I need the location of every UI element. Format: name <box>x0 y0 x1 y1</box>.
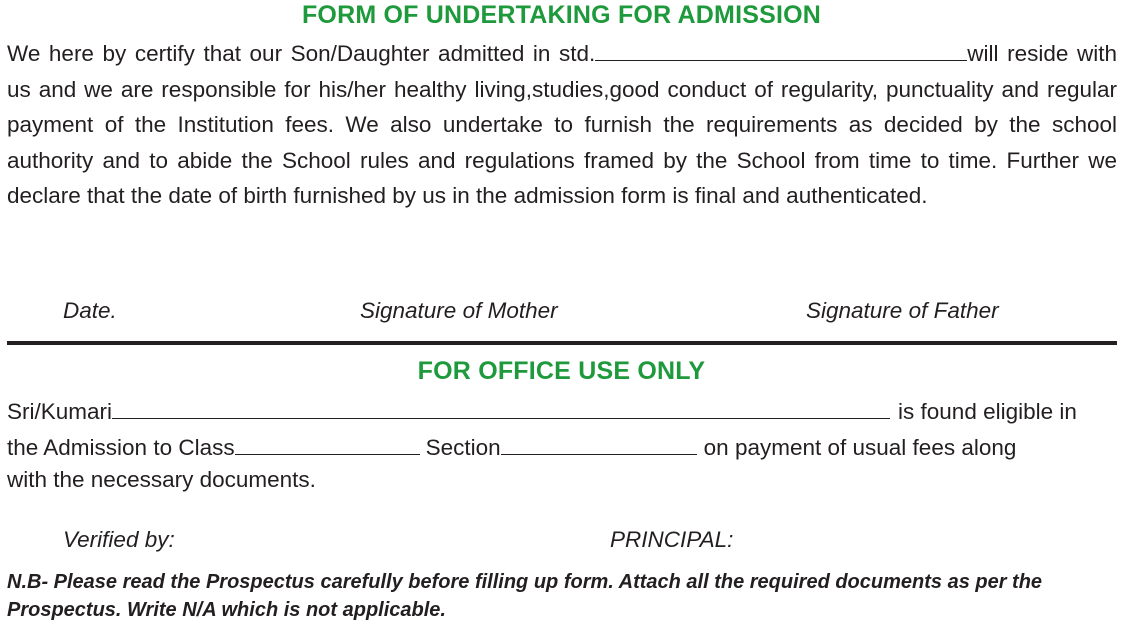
undertaking-title: FORM OF UNDERTAKING FOR ADMISSION <box>301 1 822 29</box>
date-label: Date. <box>63 298 117 323</box>
principal-label: PRINCIPAL: <box>610 527 734 552</box>
note-text: N.B- Please read the Prospectus carefully before filling up form. Attach all the required documents as per the Prospectus. Write N/A which is not applicable. <box>7 571 1043 621</box>
section-blank-field[interactable] <box>501 432 697 455</box>
class-blank-field[interactable] <box>235 432 420 455</box>
student-name-blank-field[interactable] <box>112 396 890 419</box>
section-label: Section <box>425 435 501 460</box>
fees-text: on payment of usual fees along <box>703 435 1017 460</box>
name-prefix: Sri/Kumari <box>7 399 113 424</box>
undertaking-body-text: reside with us and we are responsible for his/her healthy living,studies,good conduct of regularity, punctuality and regular payment of the Institution fees. We also undertake to furnish the requirements as decided by the school authority and to abide the School rules and regulations framed by the School from time to time. Further we declare that the date of birth furnished by us in the admission form is final and authenticated. <box>7 41 1117 208</box>
office-use-title: FOR OFFICE USE ONLY <box>417 357 706 385</box>
undertaking-paragraph <box>7 36 1117 214</box>
name-suffix: is found eligible in <box>898 399 1077 424</box>
office-name-line <box>7 396 1117 425</box>
section-divider <box>7 341 1117 345</box>
class-prefix: the Admission to Class <box>7 435 235 460</box>
father-signature-label: Signature of Father <box>806 298 999 323</box>
office-class-line <box>7 432 1117 461</box>
mother-signature-label: Signature of Mother <box>360 298 558 323</box>
office-documents-line: with the necessary documents. <box>7 467 316 492</box>
undertaking-line1-text: We here by certify that our Son/Daughter admitted in std. <box>7 41 596 66</box>
undertaking-line1-end: will <box>967 41 999 66</box>
std-blank-field[interactable] <box>595 38 967 61</box>
verified-by-label: Verified by: <box>63 527 175 552</box>
